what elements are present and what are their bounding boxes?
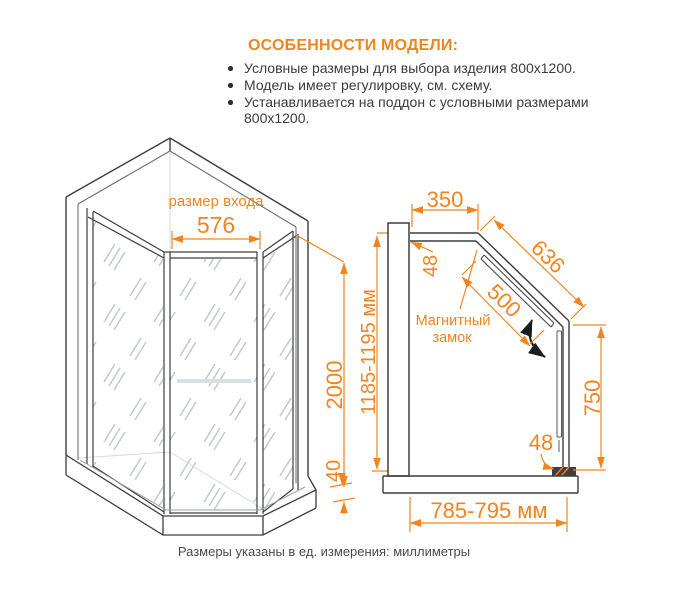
front-view-drawing bbox=[66, 138, 398, 535]
right-width-label: 750 bbox=[580, 379, 605, 417]
door-open-position bbox=[557, 331, 562, 452]
side-width-label: 350 bbox=[426, 187, 464, 212]
top-profile-label: 48 bbox=[420, 254, 442, 278]
door-swing-arrow bbox=[529, 320, 545, 357]
height-label: 2000 bbox=[322, 360, 347, 410]
magnetic-lock-label-2: замок bbox=[432, 330, 472, 346]
plan-tray-band bbox=[383, 476, 578, 493]
door-width-label: 500 bbox=[482, 278, 527, 323]
units-note-text: Размеры указаны в ед. измерения: миллиметры bbox=[177, 544, 471, 559]
entrance-size-label: размер входа bbox=[168, 193, 264, 210]
magnetic-lock-label: Магнитный bbox=[415, 313, 491, 329]
depth-range-label: 1185-1195 мм bbox=[358, 289, 380, 415]
feature-text: Модель имеет регулировку, см. схему. bbox=[244, 77, 493, 93]
tray-height-label: 40 bbox=[323, 459, 345, 483]
units-note bbox=[0, 544, 648, 559]
entrance-width-label: 576 bbox=[196, 212, 236, 238]
width-range-label: 785-795 мм bbox=[430, 498, 548, 523]
bottom-profile-label: 48 bbox=[528, 430, 554, 455]
top-view-dimensions bbox=[410, 204, 606, 532]
features-title: ОСОБЕННОСТИ МОДЕЛИ: bbox=[248, 37, 459, 54]
left-wall-profile bbox=[388, 223, 409, 476]
diagonal-width-label: 636 bbox=[526, 234, 571, 279]
feature-text: Устанавливается на поддон с условными размерами 800x1200. bbox=[244, 94, 589, 126]
top-view-drawing bbox=[383, 187, 606, 532]
feature-text: Условные размеры для выбора изделия 800x1200. bbox=[244, 60, 576, 76]
